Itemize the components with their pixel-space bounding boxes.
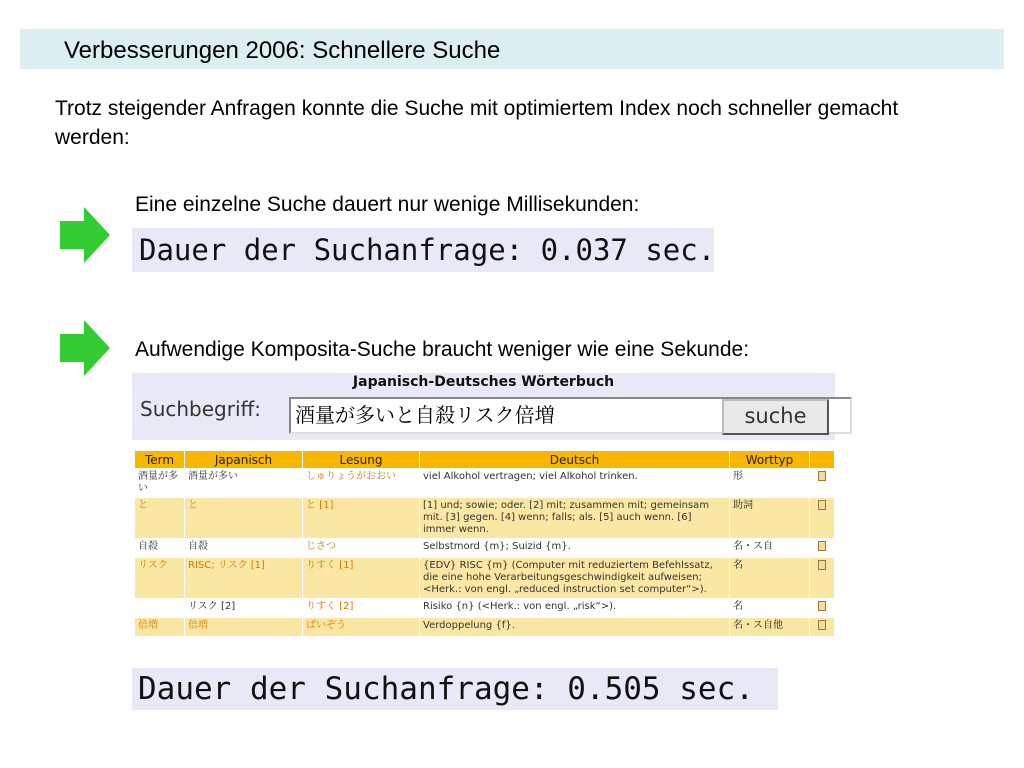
clipboard-icon[interactable] [818, 601, 826, 611]
cell-term: 倍増 [135, 618, 185, 637]
cell-term: 自殺 [135, 539, 185, 558]
cell-term: リスク [135, 558, 185, 599]
cell-japanisch: RISC; リスク [1] [185, 558, 303, 599]
header-worttyp: Worttyp [730, 451, 810, 469]
cell-worttyp: 名 [730, 599, 810, 618]
slide-title-bar [20, 29, 1004, 69]
cell-term: と [135, 498, 185, 539]
cell-worttyp: 名 [730, 558, 810, 599]
cell-deutsch: Verdoppelung {f}. [420, 618, 730, 637]
cell-deutsch: Selbstmord {m}; Suizid {m}. [420, 539, 730, 558]
cell-worttyp: 形 [730, 469, 810, 498]
clipboard-icon[interactable] [818, 620, 826, 630]
cell-deutsch: [1] und; sowie; oder. [2] mit; zusammen mit; gemeinsam mit. [3] gegen. [4] wenn; falls; als. [5] auch wenn. [6] immer wenn. [420, 498, 730, 539]
search-button[interactable]: suche [722, 399, 829, 435]
cell-deutsch: Risiko {n} (<Herk.: von engl. „risk“>). [420, 599, 730, 618]
cell-japanisch: と [185, 498, 303, 539]
intro-text: Trotz steigender Anfragen konnte die Suche mit optimiertem Index noch schneller gemacht werden: [55, 97, 899, 149]
arrow-right-icon [60, 207, 112, 263]
search-input[interactable]: 酒量が多いと自殺リスク倍増 [289, 397, 852, 434]
clipboard-icon[interactable] [818, 541, 826, 551]
clipboard-icon[interactable] [818, 471, 826, 481]
cell-copy[interactable] [810, 539, 835, 558]
table-row [135, 618, 835, 637]
cell-worttyp: 助詞 [730, 498, 810, 539]
bullet-single-search: Eine einzelne Suche dauert nur wenige Millisekunden: [135, 193, 640, 216]
duration-readout-single: Dauer der Suchanfrage: 0.037 sec. [132, 228, 714, 272]
cell-lesung: じさつ [303, 539, 420, 558]
cell-deutsch: viel Alkohol vertragen; viel Alkohol trinken. [420, 469, 730, 498]
dictionary-search-panel [132, 373, 835, 440]
cell-japanisch: 自殺 [185, 539, 303, 558]
results-table [134, 450, 835, 637]
cell-deutsch: {EDV} RISC {m} (Computer mit reduziertem Befehlssatz, die eine hohe Verarbeitungsgeschwindigkeit aufweisen; <Herk.: von engl. „reduced instruction set computer“>). [420, 558, 730, 599]
clipboard-icon[interactable] [818, 500, 826, 510]
cell-lesung: と [1] [303, 498, 420, 539]
table-row [135, 539, 835, 558]
cell-worttyp: 名・ス自他 [730, 618, 810, 637]
cell-copy[interactable] [810, 618, 835, 637]
cell-worttyp: 名・ス自 [730, 539, 810, 558]
cell-japanisch: 酒量が多い [185, 469, 303, 498]
search-label: Suchbegriff: [140, 397, 262, 421]
header-lesung: Lesung [303, 451, 420, 469]
table-row [135, 599, 835, 618]
cell-lesung: しゅりょうがおおい [303, 469, 420, 498]
cell-copy[interactable] [810, 558, 835, 599]
cell-copy[interactable] [810, 599, 835, 618]
header-deutsch: Deutsch [420, 451, 730, 469]
cell-lesung: ばいぞう [303, 618, 420, 637]
cell-term: 酒量が多い [135, 469, 185, 498]
cell-lesung: りすく [1] [303, 558, 420, 599]
bullet-composite-search: Aufwendige Komposita-Suche braucht weniger wie eine Sekunde: [135, 338, 750, 361]
slide-title: Verbesserungen 2006: Schnellere Suche [64, 37, 501, 64]
results-header-row [135, 451, 835, 469]
header-copy [810, 451, 835, 469]
cell-term [135, 599, 185, 618]
dictionary-title: Japanisch-Deutsches Wörterbuch [352, 374, 615, 390]
table-row [135, 558, 835, 599]
cell-japanisch: リスク [2] [185, 599, 303, 618]
arrow-right-icon [60, 320, 112, 376]
cell-copy[interactable] [810, 469, 835, 498]
duration-readout-composite: Dauer der Suchanfrage: 0.505 sec. [132, 668, 778, 710]
cell-lesung: りすく [2] [303, 599, 420, 618]
cell-copy[interactable] [810, 498, 835, 539]
header-term: Term [135, 451, 185, 469]
cell-japanisch: 倍増 [185, 618, 303, 637]
table-row [135, 469, 835, 498]
clipboard-icon[interactable] [818, 560, 826, 570]
header-japanisch: Japanisch [185, 451, 303, 469]
table-row [135, 498, 835, 539]
